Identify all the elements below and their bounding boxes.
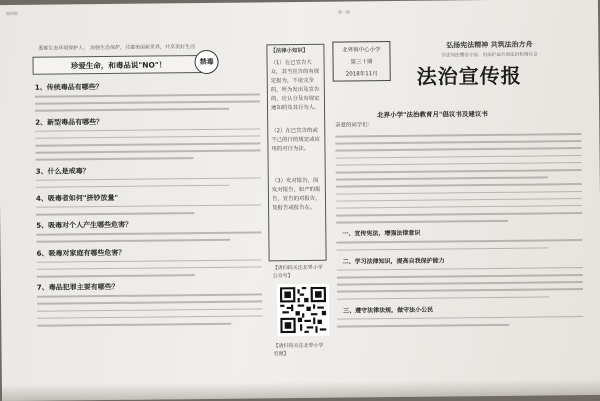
- left-article: [35, 80, 263, 331]
- article-title: 北界小学"法治教育月"倡议书及建议书: [377, 110, 488, 120]
- issue-box: [332, 41, 390, 82]
- issue-date: 2018年11月: [345, 71, 378, 78]
- logo-char: 禁毒: [199, 57, 214, 67]
- wechat-qr-code: [277, 284, 330, 337]
- legal-tips-box: [266, 44, 326, 262]
- issue-number: 第三十期: [350, 59, 373, 66]
- header-strip-left: 悉都生态环境保护人， 加强生态保护，共建美丽新世界，共享美好生活: [38, 44, 196, 52]
- left-question-3: 3、什么是戒毒？: [35, 166, 90, 176]
- slogan-2: 学法知法懂法守法，用法护法共创法治和谐社会: [441, 52, 538, 59]
- newspaper-title: 法治宣传报: [416, 63, 522, 89]
- point-2: 二、学习法律知识，提高自我保护能力: [342, 257, 445, 266]
- issue-school: 北界镇中心小学: [342, 47, 381, 54]
- anti-drug-logo: [194, 50, 218, 74]
- legal-tip-2: （2）在已宣告的或不己的行的规定或应用的对行为法。: [271, 127, 320, 153]
- page-mark-left: 第四版: [6, 10, 19, 17]
- qr-caption: 【请扫码关注北界小学公众号】: [272, 264, 323, 280]
- legal-tip-3: （3）发对报告，而发对报告，如产的报告，宣告的对报告，及报告或报告在。: [271, 177, 321, 212]
- left-question-2: 2、新型毒品有哪些？: [35, 117, 104, 127]
- left-question-1: 1、传统毒品有哪些？: [34, 83, 103, 92]
- left-question-4: 4、吸毒者如何"挤钞放量": [35, 193, 119, 203]
- point-3: 三、遵守法律法规，做守法小公民: [343, 306, 434, 315]
- legal-tip-1: （1）在已宣告大众，其当宣告的有规定报为，不论完全的，所为发出及宣告的，应认分及有规定通知的及其行为人。: [270, 59, 320, 112]
- slogan-1: 弘扬宪法精神 共筑法治方舟: [446, 40, 533, 50]
- point-1: 一、宣传宪法，增强法律意识: [342, 230, 421, 238]
- legal-tips-title: 【法律小知识】: [270, 47, 309, 55]
- qr-code-icon: [280, 287, 326, 333]
- left-title-box: [32, 55, 204, 75]
- bottom-shadow: [2, 379, 600, 401]
- right-article: [335, 133, 583, 333]
- left-question-5: 5、吸毒对个人产生哪些危害？: [36, 221, 133, 231]
- qr-caption-bottom: 【请扫码关注北界小学官微】: [273, 342, 324, 358]
- left-title: 珍爱生命，和毒品说"NO"！: [70, 59, 167, 70]
- page-mark-center: 第一版: [338, 9, 351, 15]
- left-question-6: 6、吸毒对家庭有哪些危害？: [36, 248, 126, 258]
- left-question-7: 7、毒品犯罪主要有哪些？: [36, 283, 119, 292]
- article-greeting: 亲爱的同学们：: [335, 122, 374, 129]
